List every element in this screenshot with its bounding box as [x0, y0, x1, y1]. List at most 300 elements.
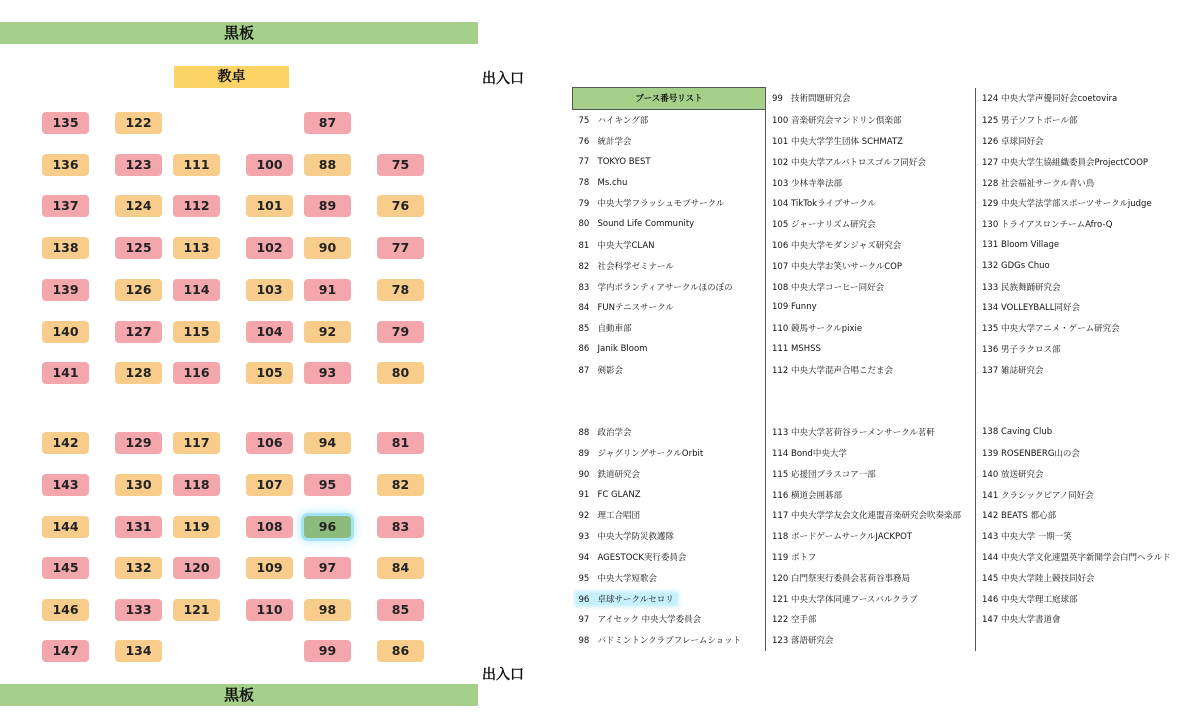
col2-entry [766, 505, 976, 526]
booth-name: 中央大学コーヒー同好会 [791, 282, 885, 293]
booth-name: 中央大学書道會 [1001, 615, 1061, 626]
booth-number: 138 [982, 427, 999, 438]
booth-name: 中央大学お笑いサークルCOP [791, 261, 902, 272]
col3-entry [976, 526, 1191, 547]
col1-entry [573, 567, 766, 588]
col3-entry [976, 588, 1191, 609]
booth-number: 120 [772, 573, 789, 584]
booth-list-row [573, 297, 1191, 318]
booth-number: 136 [982, 344, 999, 355]
booth-name: MSHSS [791, 343, 821, 354]
col3-entry [976, 193, 1191, 214]
booth-number: 101 [772, 136, 789, 147]
booth-number: 124 [982, 94, 999, 105]
seat-112: 112 [173, 195, 220, 217]
seat-142: 142 [42, 432, 89, 454]
seat-131: 131 [115, 516, 162, 538]
col2-entry [766, 463, 976, 484]
seat-147: 147 [42, 640, 89, 662]
booth-number: 115 [772, 469, 789, 480]
seat-126: 126 [115, 279, 162, 301]
booth-number: 133 [982, 282, 999, 293]
booth-name: 理工合唱団 [597, 511, 641, 522]
seat-100: 100 [246, 154, 293, 176]
booth-number: 132 [982, 260, 999, 271]
col1-entry [573, 505, 766, 526]
booth-number: 79 [578, 199, 590, 210]
booth-number: 95 [578, 573, 590, 584]
col1-entry [573, 109, 766, 130]
seat-117: 117 [173, 432, 220, 454]
col1-entry [573, 380, 766, 401]
col3-entry [976, 109, 1191, 130]
booth-name: 中央大学アルバトロスゴルフ同好会 [791, 157, 926, 168]
booth-number: 99 [772, 94, 783, 105]
booth-name: アイセック 中央大学委員会 [597, 615, 702, 626]
col2-entry [766, 380, 976, 401]
booth-name: 中央大学混声合唱こだま会 [791, 365, 894, 376]
booth-number: 127 [982, 157, 999, 168]
seat-108: 108 [246, 516, 293, 538]
col2-entry [766, 151, 976, 172]
seat-106: 106 [246, 432, 293, 454]
col1-entry [573, 422, 766, 443]
booth-number: 93 [578, 532, 590, 543]
col1-entry [573, 609, 766, 630]
booth-name: 中央大学アニメ・ゲーム研究会 [1001, 324, 1120, 335]
booth-name: 社会科学ゼミナール [597, 261, 674, 272]
booth-list-row [573, 484, 1191, 505]
col1-entry [573, 401, 766, 422]
col1-entry [573, 193, 766, 214]
seat-75: 75 [377, 154, 424, 176]
seat-122: 122 [115, 112, 162, 134]
col1-entry [573, 276, 766, 297]
booth-name: FC GLANZ [597, 489, 641, 500]
seat-78: 78 [377, 279, 424, 301]
seat-133: 133 [115, 599, 162, 621]
seat-128: 128 [115, 362, 162, 384]
col3-entry [976, 401, 1191, 422]
col3-entry [976, 443, 1191, 464]
booth-number: 75 [578, 116, 590, 127]
seat-80: 80 [377, 362, 424, 384]
booth-list-row [573, 630, 1191, 651]
col2-entry [766, 339, 976, 360]
booth-number: 98 [578, 636, 590, 647]
booth-name: 政治学会 [597, 428, 632, 439]
seat-85: 85 [377, 599, 424, 621]
col1-entry [573, 235, 766, 256]
booth-number: 122 [772, 615, 789, 626]
col1-entry [573, 588, 766, 609]
col3-entry [976, 255, 1191, 276]
col1-entry [573, 151, 766, 172]
col3-entry [976, 567, 1191, 588]
booth-name: 社会福祉サークル青い鳥 [1001, 178, 1095, 189]
seat-132: 132 [115, 557, 162, 579]
booth-number: 86 [578, 343, 590, 354]
teacher-desk: 教卓 [174, 66, 289, 88]
seat-139: 139 [42, 279, 89, 301]
col3-entry [976, 131, 1191, 152]
col3-entry [976, 484, 1191, 505]
col1-entry [573, 131, 766, 152]
col3-entry [976, 609, 1191, 630]
booth-list-row [573, 109, 1191, 130]
seat-97: 97 [304, 557, 351, 579]
booth-list-row [573, 318, 1191, 339]
booth-list-row [573, 443, 1191, 464]
seat-135: 135 [42, 112, 89, 134]
booth-name: Bond中央大学 [791, 448, 847, 459]
booth-name: 男子ラクロス部 [1001, 344, 1061, 355]
seat-82: 82 [377, 474, 424, 496]
booth-name: 中央大学理工庭球部 [1001, 594, 1078, 605]
col2-entry [766, 172, 976, 193]
booth-name: GDGs Chuo [1001, 260, 1050, 271]
booth-number: 105 [772, 220, 789, 231]
booth-number: 112 [772, 365, 789, 376]
booth-number: 84 [578, 303, 590, 314]
booth-name: VOLLEYBALL同好会 [1001, 303, 1081, 314]
seat-123: 123 [115, 154, 162, 176]
booth-name: クラシックピアノ同好会 [1001, 490, 1094, 501]
seat-76: 76 [377, 195, 424, 217]
booth-number: 141 [982, 490, 999, 501]
col2-entry [766, 88, 976, 110]
booth-list-row [573, 401, 1191, 422]
booth-name: 中央大学学友会文化連盟音楽研究会吹奏楽部 [791, 511, 962, 522]
booth-number: 78 [578, 177, 590, 188]
booth-name: Janik Bloom [597, 343, 648, 354]
booth-name: ROSENBERG山の会 [1001, 448, 1080, 459]
col3-entry [976, 297, 1191, 318]
booth-number: 144 [982, 552, 999, 563]
col3-entry [976, 88, 1191, 110]
booth-name: 中央大学文化連盟英字新聞学会白門ヘラルド [1001, 552, 1171, 563]
entrance-bottom-label: 出入口 [482, 667, 524, 683]
booth-number: 104 [772, 199, 789, 210]
booth-number: 76 [578, 136, 590, 147]
booth-name: 中央大学法学部スポーツサークルjudge [1001, 199, 1152, 210]
booth-number: 91 [578, 489, 590, 500]
booth-name: 競馬サークルpixie [791, 324, 863, 335]
booth-number: 140 [982, 469, 999, 480]
booth-name: 中央大学短歌会 [597, 573, 658, 584]
seat-91: 91 [304, 279, 351, 301]
booth-number: 77 [578, 156, 590, 167]
booth-number: 125 [982, 115, 999, 126]
col2-entry [766, 276, 976, 297]
seat-90: 90 [304, 237, 351, 259]
col2-entry [766, 567, 976, 588]
seat-125: 125 [115, 237, 162, 259]
booth-name: 中央大学声優同好会coetovira [1001, 94, 1118, 105]
booth-list-row [573, 609, 1191, 630]
col1-entry [573, 484, 766, 505]
booth-number: 88 [578, 428, 590, 439]
col2-entry [766, 484, 976, 505]
col2-entry [766, 235, 976, 256]
booth-number: 147 [982, 615, 999, 626]
col2-entry [766, 443, 976, 464]
seat-84: 84 [377, 557, 424, 579]
booth-number: 134 [982, 303, 999, 314]
seat-140: 140 [42, 321, 89, 343]
col3-entry [976, 172, 1191, 193]
seat-115: 115 [173, 321, 220, 343]
seat-118: 118 [173, 474, 220, 496]
col3-entry [976, 359, 1191, 380]
booth-number: 103 [772, 178, 789, 189]
booth-number: 117 [772, 511, 789, 522]
booth-name: 卓球サークルセロリ [597, 594, 674, 605]
col2-entry [766, 630, 976, 651]
col1-entry [573, 297, 766, 318]
booth-number: 87 [578, 365, 590, 376]
seat-99: 99 [304, 640, 351, 662]
booth-name: 中央大学 一期一笑 [1001, 532, 1072, 543]
booth-name: 統計学会 [597, 136, 632, 147]
booth-number: 94 [578, 552, 590, 563]
booth-name: 横道会囲碁部 [791, 490, 843, 501]
booth-number: 82 [578, 261, 590, 272]
booth-number: 106 [772, 240, 789, 251]
booth-name: 音楽研究会マンドリン倶楽部 [791, 115, 902, 126]
booth-list-row [573, 151, 1191, 172]
booth-name: 放送研究会 [1001, 469, 1044, 480]
seat-88: 88 [304, 154, 351, 176]
seat-141: 141 [42, 362, 89, 384]
booth-list-row [573, 359, 1191, 380]
booth-name: 空手部 [791, 615, 817, 626]
booth-name: 白門祭実行委員会茗荷谷事務局 [791, 573, 911, 584]
booth-name: ボードゲームサークルJACKPOT [791, 532, 912, 543]
booth-name: 男子ソフトボール部 [1001, 115, 1078, 126]
booth-name: TikTokライブサークル [791, 199, 876, 210]
booth-number: 137 [982, 365, 999, 376]
booth-number: 145 [982, 573, 999, 584]
booth-name: Ms.chu [597, 177, 628, 188]
seat-102: 102 [246, 237, 293, 259]
col2-entry [766, 422, 976, 443]
booth-name: 中央大学防災救護隊 [597, 532, 675, 543]
booth-name: 中央大学陸上競技同好会 [1001, 573, 1095, 584]
booth-name: Caving Club [1001, 427, 1053, 438]
col1-entry [573, 214, 766, 235]
booth-list-row [573, 380, 1191, 401]
col3-entry [976, 380, 1191, 401]
booth-number: 97 [578, 615, 590, 626]
booth-number: 135 [982, 324, 999, 335]
booth-number: 83 [578, 282, 590, 293]
seat-86: 86 [377, 640, 424, 662]
seat-93: 93 [304, 362, 351, 384]
booth-list-row [573, 463, 1191, 484]
seat-136: 136 [42, 154, 89, 176]
booth-number: 121 [772, 594, 789, 605]
seat-129: 129 [115, 432, 162, 454]
seat-116: 116 [173, 362, 220, 384]
seat-144: 144 [42, 516, 89, 538]
booth-number: 128 [982, 178, 999, 189]
booth-number: 89 [578, 448, 590, 459]
booth-name: 中央大学体同連フースバルクラブ [791, 594, 918, 605]
col2-entry [766, 214, 976, 235]
blackboard-top: 黒板 [0, 22, 478, 44]
booth-list-row [573, 422, 1191, 443]
booth-name: Sound Life Community [597, 219, 695, 230]
col1-entry [573, 339, 766, 360]
seat-79: 79 [377, 321, 424, 343]
seat-145: 145 [42, 557, 89, 579]
seat-111: 111 [173, 154, 220, 176]
seat-109: 109 [246, 557, 293, 579]
booth-name: バドミントンクラブフレームショット [597, 636, 742, 647]
seat-89: 89 [304, 195, 351, 217]
booth-number: 113 [772, 428, 789, 439]
booth-name: 中央大学茗荷谷ラーメンサークル茗軒 [791, 428, 935, 439]
col2-entry [766, 255, 976, 276]
seat-95: 95 [304, 474, 351, 496]
booth-name: BEATS 都心部 [1001, 511, 1057, 522]
booth-name: AGESTOCK実行委員会 [597, 552, 687, 563]
booth-name: 落語研究会 [791, 636, 834, 647]
seat-127: 127 [115, 321, 162, 343]
col1-entry [573, 463, 766, 484]
seat-137: 137 [42, 195, 89, 217]
seat-134: 134 [115, 640, 162, 662]
col2-entry [766, 526, 976, 547]
col3-entry [976, 505, 1191, 526]
seat-119: 119 [173, 516, 220, 538]
booth-number: 90 [578, 469, 590, 480]
booth-number: 126 [982, 136, 999, 147]
seat-94: 94 [304, 432, 351, 454]
col2-entry [766, 588, 976, 609]
col1-entry [573, 630, 766, 651]
booth-number: 92 [578, 511, 590, 522]
booth-number: 85 [578, 324, 590, 335]
booth-list-row [573, 339, 1191, 360]
booth-number: 129 [982, 199, 999, 210]
col2-entry [766, 131, 976, 152]
booth-name: ジャーナリズム研究会 [791, 220, 876, 231]
booth-number: 100 [772, 115, 789, 126]
seat-143: 143 [42, 474, 89, 496]
booth-name: FUNテニスサークル [597, 303, 674, 314]
booth-name: ジャグリングサークルOrbit [597, 448, 704, 459]
seat-96: 96 [304, 516, 351, 538]
col3-entry [976, 318, 1191, 339]
seat-101: 101 [246, 195, 293, 217]
col1-entry [573, 526, 766, 547]
col2-entry [766, 193, 976, 214]
seat-146: 146 [42, 599, 89, 621]
booth-name: 中央大学フラッシュモブサークル [597, 199, 725, 210]
col3-entry [976, 630, 1191, 651]
booth-name: 少林寺拳法部 [791, 178, 843, 189]
booth-number: 108 [772, 282, 789, 293]
seat-113: 113 [173, 237, 220, 259]
seat-77: 77 [377, 237, 424, 259]
booth-number: 130 [982, 220, 999, 231]
booth-list-table [572, 87, 1191, 651]
booth-number: 111 [772, 343, 789, 354]
seat-81: 81 [377, 432, 424, 454]
col1-entry [573, 172, 766, 193]
seat-107: 107 [246, 474, 293, 496]
booth-name: トライアスロンチームAfro-Q [1001, 220, 1113, 231]
col3-entry [976, 422, 1191, 443]
booth-name: 技術問題研究会 [791, 94, 851, 105]
seat-120: 120 [173, 557, 220, 579]
booth-number: 123 [772, 636, 789, 647]
booth-list-row [573, 276, 1191, 297]
booth-number: 80 [578, 219, 590, 230]
col3-entry [976, 214, 1191, 235]
booth-list-row [573, 255, 1191, 276]
booth-number: 96 [578, 594, 590, 605]
booth-list-row [573, 235, 1191, 256]
seat-124: 124 [115, 195, 162, 217]
booth-name: 剣影会 [597, 365, 624, 376]
booth-list-row [573, 588, 1191, 609]
booth-list-row [573, 526, 1191, 547]
col2-entry [766, 318, 976, 339]
col1-entry [573, 443, 766, 464]
booth-name: 雑誌研究会 [1001, 365, 1044, 376]
col3-entry [976, 151, 1191, 172]
entrance-top-label: 出入口 [482, 71, 524, 87]
seat-105: 105 [246, 362, 293, 384]
col1-entry [573, 359, 766, 380]
col1-entry [573, 318, 766, 339]
booth-name: 鉄道研究会 [597, 469, 641, 480]
booth-name: 中央大学学生団体 SCHMATZ [791, 136, 903, 147]
booth-name: 中央大学CLAN [597, 240, 655, 251]
booth-number: 107 [772, 261, 789, 272]
booth-number: 109 [772, 302, 789, 313]
seat-103: 103 [246, 279, 293, 301]
booth-name: Funny [791, 302, 817, 313]
col1-entry [573, 547, 766, 568]
booth-list-row [573, 131, 1191, 152]
booth-number: 143 [982, 532, 999, 543]
col3-entry [976, 276, 1191, 297]
booth-number: 131 [982, 239, 999, 250]
col3-entry [976, 235, 1191, 256]
seat-121: 121 [173, 599, 220, 621]
booth-list-row [573, 567, 1191, 588]
seat-138: 138 [42, 237, 89, 259]
booth-name: 民族舞踊研究会 [1001, 282, 1061, 293]
booth-number: 146 [982, 594, 999, 605]
booth-list-row [573, 193, 1191, 214]
col3-entry [976, 339, 1191, 360]
booth-name: 中央大学生協組織委員会ProjectCOOP [1001, 157, 1149, 168]
booth-list-row [573, 505, 1191, 526]
col2-entry [766, 359, 976, 380]
seat-83: 83 [377, 516, 424, 538]
seat-98: 98 [304, 599, 351, 621]
booth-list-row [573, 547, 1191, 568]
booth-name: 中央大学モダンジャズ研究会 [791, 240, 902, 251]
seat-114: 114 [173, 279, 220, 301]
col1-entry [573, 255, 766, 276]
seat-110: 110 [246, 599, 293, 621]
